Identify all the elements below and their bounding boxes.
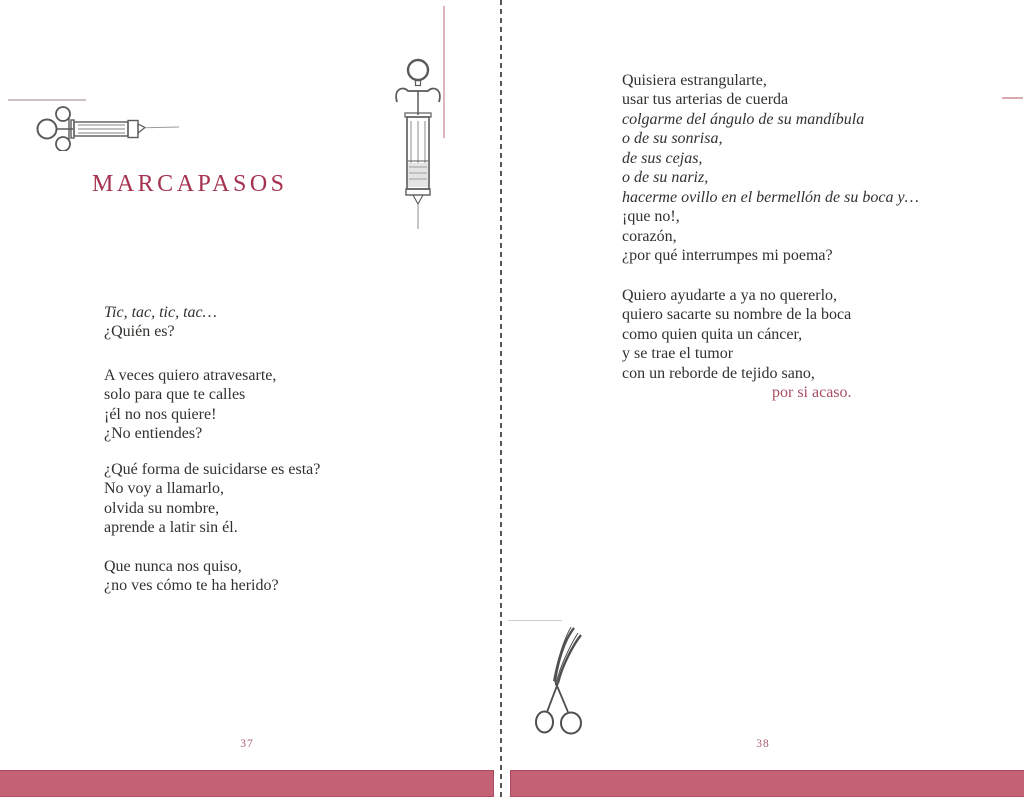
- poem-line: como quien quita un cáncer,: [622, 325, 803, 343]
- poem-line: Quiero ayudarte a ya no quererlo,: [622, 287, 838, 304]
- poem-line: aprende a latir sin él.: [104, 519, 238, 537]
- poem-line: ¿no ves cómo te ha herido?: [104, 577, 279, 595]
- poem-line: ¡él no nos quiere!: [104, 405, 217, 423]
- poem-line: ¿No entiendes?: [104, 425, 203, 443]
- syringe-vertical-icon: [391, 57, 443, 229]
- poem-line: ¿Quién es?: [104, 323, 175, 341]
- footer-band-right: [510, 770, 1024, 797]
- poem-line: o de su nariz,: [622, 169, 709, 187]
- poem-line: No voy a llamarlo,: [104, 480, 224, 498]
- poem-line: Que nunca nos quiso,: [104, 558, 242, 575]
- poem-line: quiero sacarte su nombre de la boca: [622, 306, 852, 324]
- left-poem-stanza-2: [104, 366, 276, 444]
- right-margin-rule: [1002, 97, 1023, 99]
- poem-line: Tic, tac, tic, tac…: [104, 304, 217, 321]
- left-margin-rule: [8, 99, 86, 101]
- left-poem-stanza-3: [104, 460, 320, 538]
- poem-line: o de su sonrisa,: [622, 130, 723, 148]
- poem-line: de sus cejas,: [622, 149, 703, 167]
- poem-line: Quisiera estrangularte,: [622, 72, 767, 89]
- page-number-right: 38: [756, 738, 770, 750]
- scissors-rule: [508, 620, 562, 621]
- footer-band-left: [0, 770, 494, 797]
- poem-line: ¿Qué forma de suicidarse es esta?: [104, 461, 321, 478]
- right-poem-stanza-2: [622, 286, 852, 403]
- gutter-dashed-line: [500, 0, 502, 797]
- page-number-left: 37: [240, 738, 254, 750]
- surgical-scissors-icon: [528, 624, 598, 742]
- pink-vertical-rule: [443, 6, 445, 138]
- poem-line: A veces quiero atravesarte,: [104, 367, 277, 384]
- poem-line: usar tus arterias de cuerda: [622, 91, 789, 109]
- poem-line: solo para que te calles: [104, 386, 246, 404]
- poem-line: hacerme ovillo en el bermellón de su boca y…: [622, 188, 919, 206]
- poem-line: colgarme del ángulo de su mandíbula: [622, 110, 865, 128]
- left-poem-stanza-1: [104, 303, 217, 342]
- poem-line: olvida su nombre,: [104, 499, 220, 517]
- poem-line: con un reborde de tejido sano,: [622, 364, 815, 382]
- poem-line: ¿por qué interrumpes mi poema?: [622, 247, 833, 265]
- left-poem-stanza-4: [104, 557, 279, 596]
- poem-line: y se trae el tumor: [622, 345, 734, 363]
- syringe-horizontal-icon: [33, 103, 181, 151]
- right-poem-stanza-1: [622, 71, 919, 266]
- poem-line: ¡que no!,: [622, 208, 680, 226]
- poem-accent-line: por si acaso.: [772, 384, 852, 402]
- poem-title: MARCAPASOS: [92, 171, 288, 197]
- poem-line: corazón,: [622, 227, 677, 245]
